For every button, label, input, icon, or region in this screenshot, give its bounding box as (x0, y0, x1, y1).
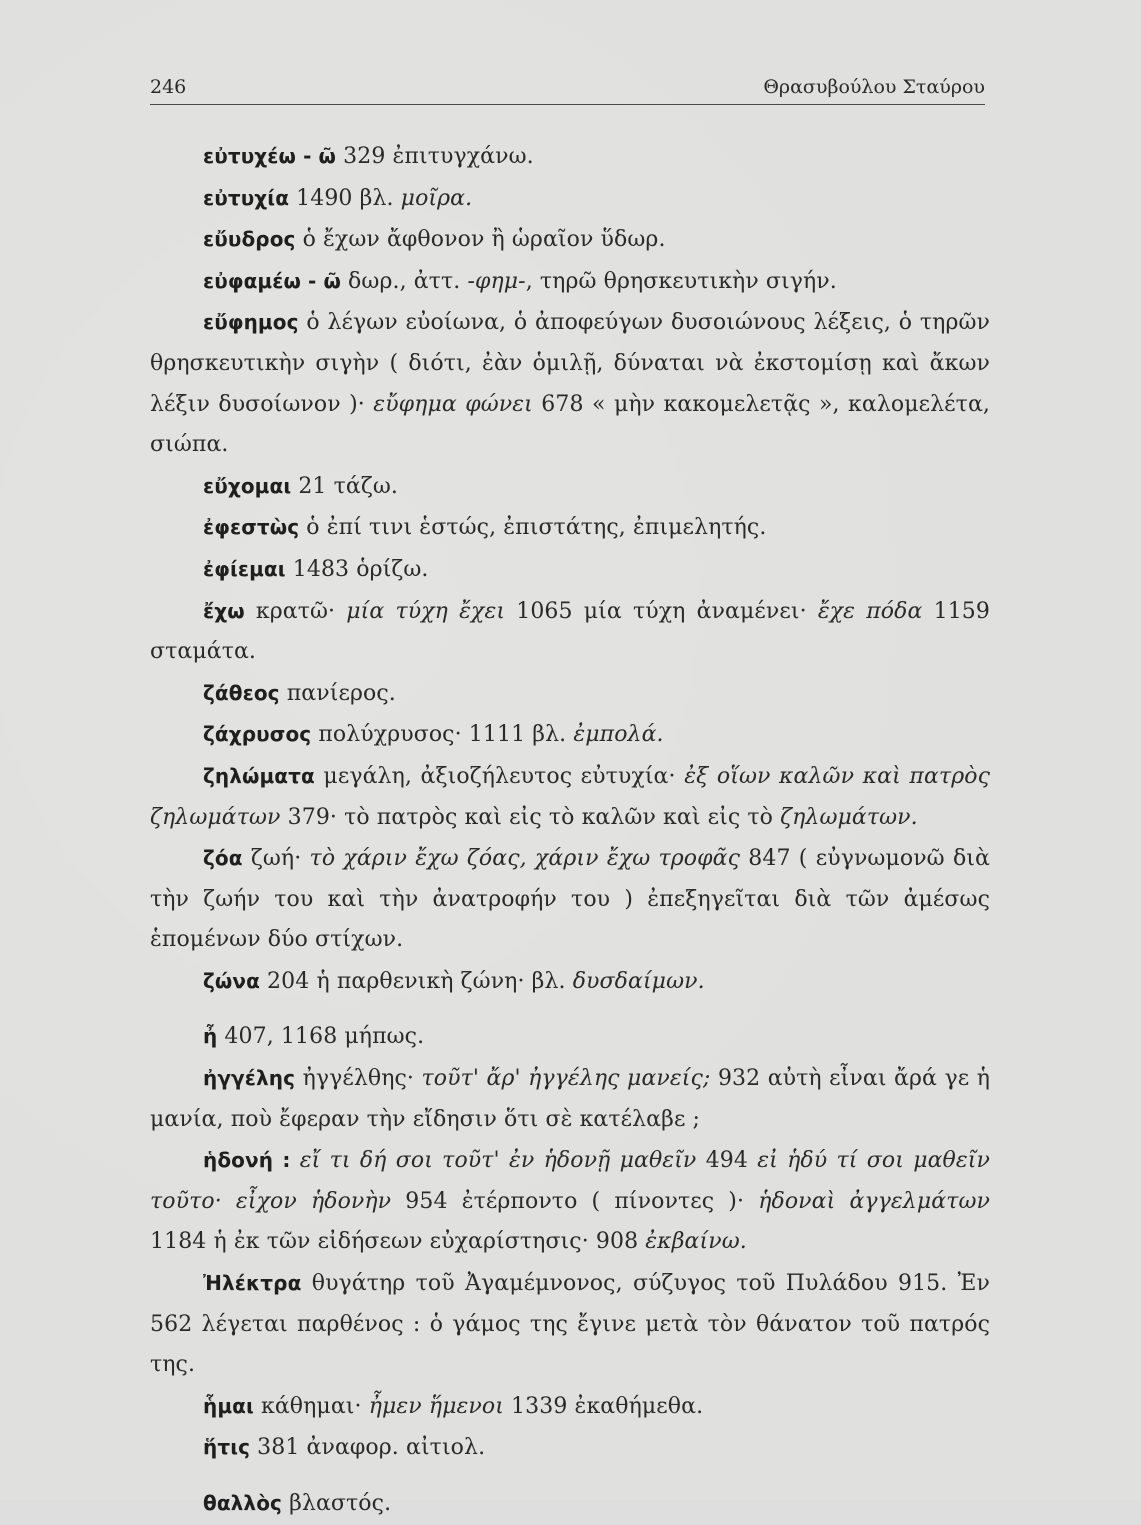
entry-headword: εὐτυχέω - ῶ (203, 144, 337, 168)
entry-italic-text: τὸ χάριν ἔχω ζόας, χάριν ἔχω τροφᾶς (309, 846, 741, 872)
glossary-entry (150, 261, 990, 303)
entry-italic-text: δυσδαίμων. (572, 968, 705, 994)
entry-headword: θαλλὸς (203, 1491, 282, 1515)
entry-italic-text: εὔφημα φώνει (373, 391, 533, 417)
glossary-entry (150, 1058, 990, 1140)
entry-italic-text: ἦμεν ἥμενοι (368, 1393, 504, 1419)
entry-text: 204 ἡ παρθενικὴ ζώνη· βλ. (259, 968, 573, 994)
entry-headword: ἡδονή : (203, 1148, 291, 1173)
entry-text: 381 ἀναφορ. αἰτιολ. (250, 1435, 486, 1461)
entry-text: 1490 βλ. (289, 185, 401, 211)
glossary-entry (150, 302, 990, 465)
entry-headword: εὐφαμέω - ῶ (203, 268, 341, 293)
entry-text: ὁ ἐπί τινι ἑστώς, ἐπιστάτης, ἐπιμελητής. (299, 515, 767, 541)
glossary-entry (150, 219, 990, 261)
entry-italic-text: ζηλωμάτων. (780, 804, 918, 830)
entry-text: ζωή· (242, 846, 310, 872)
entry-text: 847 ( εὐγνωμονῶ διὰ τὴν ζωήν του καὶ τὴν ἀνατροφήν του ) ἐπεξηγεῖται διὰ τῶν ἀμέσως ἑπομένων δύο στίχων. (150, 846, 990, 953)
entry-text: ὁ ἔχων ἄφθονον ἢ ὡραῖον ὕδωρ. (295, 227, 666, 253)
entry-text: , τηρῶ θρησκευτικὴν σιγήν. (525, 268, 837, 294)
entry-headword: ἔχω (203, 598, 245, 623)
glossary-entry (150, 591, 990, 673)
entry-headword: ἦ (203, 1024, 218, 1049)
glossary-entry (150, 136, 990, 178)
page-number: 246 (150, 76, 187, 98)
entry-headword: εὐτυχία (203, 185, 290, 210)
entry-text: μεγάλη, ἀξιοζήλευτος εὐτυχία· (314, 763, 685, 789)
entry-headword: ζόα (203, 846, 243, 871)
entry-headword: ζάχρυσος (203, 722, 312, 747)
entry-italic-text: ἐμπολά. (573, 722, 664, 748)
glossary-entry (150, 1016, 990, 1058)
entry-headword: εὔφημος (203, 310, 299, 335)
entry-italic-text: ἐκβαίνω. (645, 1229, 747, 1255)
glossary-entry (150, 756, 990, 838)
entry-italic-text: εἴ τι δή σοι τοῦτ' ἐν ἡδονῇ μαθεῖν (299, 1148, 697, 1174)
entry-italic-text: ἡδοναὶ ἀγγελμάτων (758, 1188, 990, 1214)
entry-headword: ἧμαι (203, 1393, 254, 1418)
glossary-entry (150, 466, 990, 508)
entry-headword: ζάθεος (203, 680, 280, 705)
entry-text: 1065 μία τύχη ἀναμένει· (505, 598, 818, 624)
entry-text: 678 « μὴν κακομελετᾷς », καλομελέτα, σιώπα. (150, 391, 990, 458)
entry-headword: ζώνα (203, 968, 260, 993)
entry-italic-text: ἐξ οἵων καλῶν καὶ πατρὸς ζηλωμάτων (150, 763, 991, 830)
glossary-entry (150, 714, 990, 756)
entry-text: 379· τὸ πατρὸς καὶ εἰς τὸ καλῶν καὶ εἰς τὸ (280, 804, 781, 830)
glossary-entry (150, 673, 990, 715)
entry-text: 1483 ὁρίζω. (285, 556, 429, 582)
glossary-entry (150, 838, 990, 961)
entry-headword: ἠγγέλης (203, 1066, 296, 1091)
entry-headword: ἐφίεμαι (203, 556, 286, 581)
entry-italic-text: ἔχε πόδα (817, 598, 923, 624)
entry-italic-text: μία τύχη ἔχει (346, 598, 506, 624)
entry-text: 1159 σταμάτα. (150, 598, 990, 665)
entry-text: κάθημαι· (253, 1393, 369, 1419)
glossary-entry (150, 1483, 990, 1525)
glossary-entry (150, 1140, 990, 1263)
glossary-entry (150, 507, 990, 549)
entry-text: κρατῶ· (244, 598, 347, 624)
glossary-entry (150, 1427, 990, 1469)
entry-text: ἠγγέλθης· (295, 1066, 422, 1092)
glossary-entry (150, 1386, 990, 1428)
entry-headword: εὔυδρος (203, 227, 296, 252)
glossary-entry (150, 178, 990, 220)
entry-text (290, 1148, 299, 1173)
running-title: Θρασυβούλου Σταύρου (763, 76, 985, 98)
entry-text: 932 αὐτὴ εἶναι ἄρά γε ἡ μανία, ποὺ ἔφεραν τὴν εἴδησιν ὅτι σὲ κατέλαβε ; (150, 1066, 990, 1132)
entry-text: 407, 1168 μήπως. (217, 1024, 425, 1050)
entry-headword: εὔχομαι (203, 473, 292, 498)
entry-headword: ζηλώματα (203, 763, 315, 788)
entry-headword: ἥτις (203, 1435, 251, 1460)
entry-italic-text: εἰ ἡδύ τί σοι μαθεῖν τοῦτο· εἶχον ἡδονὴν (150, 1148, 990, 1214)
entry-text: 1184 ἡ ἐκ τῶν εἰδήσεων εὐχαρίστησις· 908 (150, 1229, 646, 1255)
entry-text: 21 τάζω. (291, 473, 398, 499)
glossary-entry (150, 961, 990, 1003)
glossary-text (150, 136, 990, 1525)
page-header (150, 74, 985, 105)
entry-text: πανίερος. (279, 680, 396, 706)
entry-text: 329 ἐπιτυγχάνω. (336, 144, 534, 169)
entry-text: πολύχρυσος· 1111 βλ. (311, 722, 574, 748)
entry-text: 1339 ἐκαθήμεθα. (503, 1393, 704, 1419)
glossary-entry (150, 1263, 990, 1386)
entry-text: δωρ., ἀττ. (340, 268, 468, 294)
entry-italic-text: τοῦτ' ἄρ' ἠγγέλης μανείς; (421, 1066, 711, 1092)
entry-text: 494 (696, 1148, 758, 1174)
entry-text: θυγάτηρ τοῦ Ἀγαμέμνονος, σύζυγος τοῦ Πυλάδου 915. Ἐν 562 λέγεται παρθένος : ὁ γάμος της ἔγινε μετὰ τὸν θάνατον τοῦ πατρός της. (150, 1271, 990, 1378)
entry-text: ὁ λέγων εὐοίωνα, ὁ ἀποφεύγων δυσοιώνους λέξεις, ὁ τηρῶν θρησκευτικὴν σιγὴν ( διότι, ἐὰν ὁμιλῇ, δύναται νὰ ἐκστομίσῃ καὶ ἄκων λέξιν δυσοίωνον )· (150, 310, 990, 417)
entry-headword: ἐφεστὼς (203, 515, 300, 540)
entry-italic-text: μοῖρα. (400, 185, 473, 211)
entry-text: βλαστός. (282, 1491, 392, 1516)
entry-headword: Ἠλέκτρα (203, 1271, 302, 1296)
entry-text: 954 ἐτέρποντο ( πίνοντες )· (391, 1188, 759, 1214)
glossary-entry (150, 549, 990, 591)
entry-italic-text: -φημ- (467, 268, 526, 294)
